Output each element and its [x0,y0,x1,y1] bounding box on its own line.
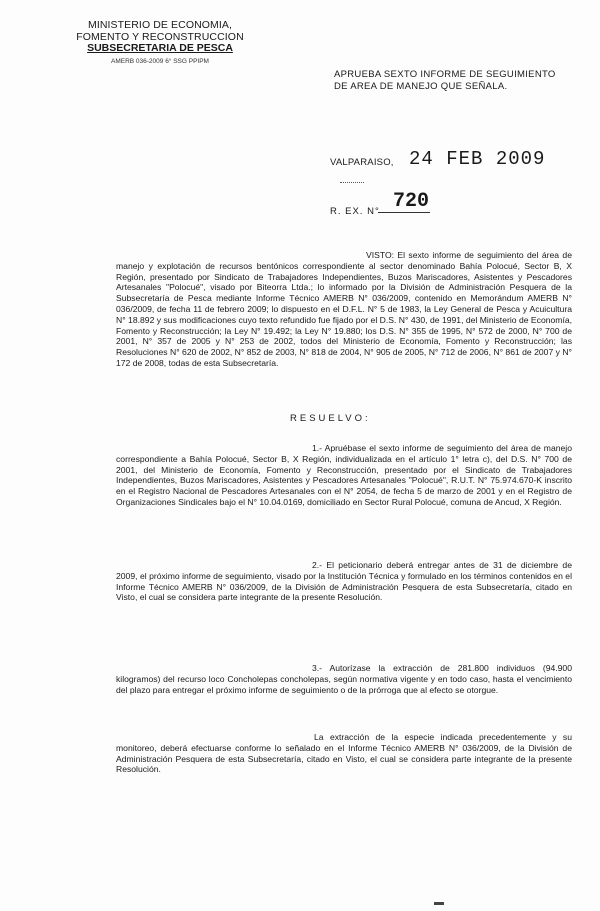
resolution-item-3: 3.- Autorízase la extracción de 281.800 individuos (94.900 kilogramos) del recurso loco Concholepas concholepas, según normativa vigente y en todo caso, hasta el vencimiento del plazo para entregar el próximo informe de seguimiento o de la prórroga que al efecto se otorgue. [116,663,572,695]
ministry-header [60,20,260,67]
resolution-item-3-continuation: La extracción de la especie indicada precedentemente y su monitoreo, deberá efectuarse conforme lo señalado en el Informe Técnico AMERB N° 036/2009, de la División de Administración Pesquera de esta Subsecretaría, citado en Visto, el cual se considera parte integrante de la presente Resolución. [116,732,572,775]
header-reference-code: AMERB 036-2009 6° SSG PPIPM [111,57,209,65]
resolution-number: 720 [393,190,430,213]
header-ministry-line2: FOMENTO Y RECONSTRUCCION [76,30,244,43]
dotted-divider [340,182,364,183]
document-subject [334,69,574,93]
place-label: VALPARAISO, [330,157,394,168]
resolution-item-2: 2.- El peticionario deberá entregar antes de 31 de diciembre de 2009, el próximo informe de seguimiento, visado por la Institución Técnica y formulado en los términos contenidos en el Informe Técnico AMERB N° 036/2009, de la División de Administración Pesquera de esta Subsecretaría, citado en Visto, el cual se considera parte integrante de la presente Resolución. [116,560,572,603]
visto-paragraph: VISTO: El sexto informe de seguimiento del área de manejo y explotación de recursos bentónicos correspondiente al sector denominado Bahía Polocué, Sector B, X Región, presentado por Sindicato de Trabajadores Independientes, Buzos Mariscadores, Asistentes y Pescadores Artesanales "Polocué", visado por Biteorra Ltda.; lo informado por la División de Administración Pesquera de la Subsecretaría de Pesca mediante Informe Técnico AMERB N° 036/2009, contenido en Memorándum AMERB N° 036/2009, de fecha 11 de febrero 2009; lo dispuesto en el D.F.L. N° 5 de 1983, la Ley General de Pesca y Acuicultura N° 18.892 y sus modificaciones cuyo texto refundido fue fijado por el D.S. N° 430, de 1991, del Ministerio de Economía, Fomento y Reconstrucción; la Ley N° 19.492; la Ley N° 19.880; los D.S. N° 355 de 1995, N° 572 de 2000, N° 700 de 2001, N° 357 de 2005 y N° 253 de 2002, todos del Ministerio de Economía, Fomento y Reconstrucción; las Resoluciones N° 620 de 2002, N° 852 de 2003, N° 818 de 2004, N° 905 de 2005, N° 712 de 2006, N° 861 de 2007 y N° 172 de 2008, todas de esta Subsecretaría. [116,250,572,368]
header-subsecretaria: SUBSECRETARIA DE PESCA [87,42,233,54]
resolution-underline [378,212,430,213]
resolution-label: R. EX. N° [330,206,380,217]
date-stamp: 24 FEB 2009 [409,148,546,170]
resolution-item-1: 1.- Apruébase el sexto informe de seguimiento del área de manejo correspondiente a Bahía Polocué, Sector B, X Región, individualizada en el artículo 1° letra c), del D.S. N° 700 de 2001, del Ministerio de Economía, Fomento y Reconstrucción, presentado por el Sindicato de Trabajadores Independientes, Buzos Mariscadores, Asistentes y Pescadores Artesanales "Polocué", R.U.T. N° 75.974.670-K inscrito en el Registro Nacional de Pescadores Artesanales con el N° 2054, de fecha 5 de marzo de 2001 y en el Registro de Organizaciones Sindicales bajo el N° 10.04.0169, domiciliado en Sector Rural Polocué, comuna de Ancud, X Región. [116,443,572,507]
resuelvo-heading: RESUELVO: [290,413,371,424]
header-ministry-line1: MINISTERIO DE ECONOMIA, [87,19,233,31]
page-footer-mark [434,902,444,905]
subject-line1: APRUEBA SEXTO INFORME DE SEGUIMIENTO [334,69,556,80]
subject-line2: DE AREA DE MANEJO QUE SEÑALA. [334,81,508,92]
